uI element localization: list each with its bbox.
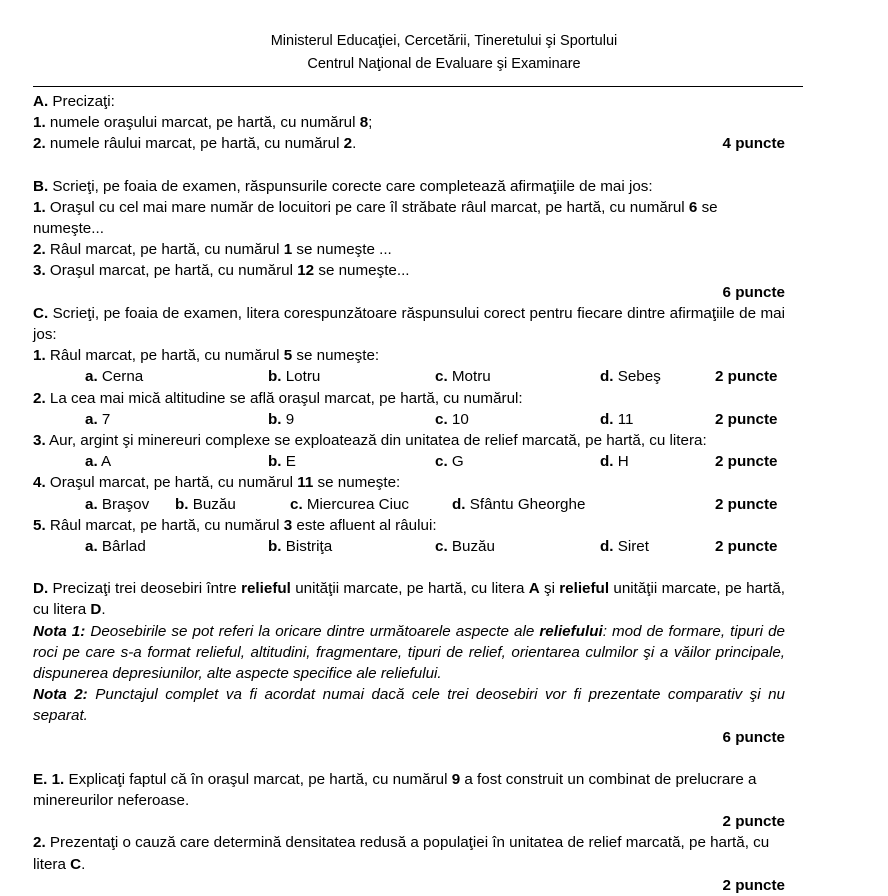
option-text: Bârlad xyxy=(97,538,146,555)
option-letter: b. xyxy=(268,538,282,555)
section-c-options-1 xyxy=(33,366,785,387)
option-b[interactable] xyxy=(175,494,236,515)
option-d[interactable] xyxy=(600,536,649,557)
nota-1-label: Nota 1: xyxy=(33,622,86,640)
option-text: 11 xyxy=(613,410,634,428)
option-text: 7 xyxy=(97,410,111,428)
option-letter: c. xyxy=(435,410,448,428)
item-text-post: se numeşte... xyxy=(33,198,718,238)
question-number: 1. xyxy=(33,347,46,365)
evaluation-center-title: Centrul Naţional de Evaluare şi Examinare xyxy=(307,56,581,72)
map-reference-number: 3 xyxy=(283,516,293,534)
option-text: 9 xyxy=(281,410,295,428)
option-letter: a. xyxy=(85,538,98,555)
section-e-item-2 xyxy=(33,832,785,874)
section-c-question-4 xyxy=(33,472,785,493)
question-text-post: se numeşte: xyxy=(292,347,380,365)
section-b-intro-text: Scrieţi, pe foaia de examen, răspunsurile corecte care completează afirmaţiile de mai jos: xyxy=(48,177,653,195)
question-number: 2. xyxy=(33,389,46,407)
map-letter-d: D xyxy=(90,601,102,619)
section-b-item-2 xyxy=(33,239,785,260)
option-d[interactable] xyxy=(600,409,634,430)
option-a[interactable] xyxy=(85,536,146,557)
option-d[interactable] xyxy=(452,494,585,515)
item-text-post: . xyxy=(81,855,86,873)
section-c-options-4 xyxy=(33,494,785,515)
section-a-intro-text: Precizaţi: xyxy=(48,93,115,110)
map-reference-number: 8 xyxy=(359,114,369,132)
question-number: 5. xyxy=(33,516,46,534)
intro-text-4: unităţii marcate, pe hartă, cu litera xyxy=(33,580,785,619)
map-reference-number: 5 xyxy=(283,347,293,365)
option-letter: a. xyxy=(85,495,98,513)
section-c-question-1 xyxy=(33,345,785,366)
section-a-intro xyxy=(33,91,785,112)
option-a[interactable] xyxy=(85,366,143,387)
item-text-pre: Explicaţi faptul că în oraşul marcat, pe hartă, cu numărul xyxy=(64,770,452,788)
intro-text-1: Precizaţi trei deosebiri între xyxy=(48,580,242,598)
option-c[interactable] xyxy=(435,409,469,430)
question-number: 3. xyxy=(33,432,46,450)
points-label-c2: 2 puncte xyxy=(715,410,778,428)
item-text-pre: numele oraşului marcat, pe hartă, cu numărul xyxy=(45,114,360,132)
section-b-points-row xyxy=(33,282,785,303)
option-text: Bistriţa xyxy=(281,538,333,555)
document-header xyxy=(0,0,888,76)
option-text: Braşov xyxy=(97,495,150,513)
section-c-intro-text: Scrieţi, pe foaia de examen, litera corespunzătoare răspunsului corect pentru fiecare dintre afirmaţiile de mai jos: xyxy=(33,304,785,344)
intro-text-3: şi xyxy=(539,580,560,598)
option-letter: c. xyxy=(435,453,448,471)
option-text: Miercurea Ciuc xyxy=(302,495,410,513)
section-d-label: D. xyxy=(33,580,49,598)
option-letter: a. xyxy=(85,453,98,471)
item-text-pre: Râul marcat, pe hartă, cu numărul xyxy=(45,241,284,259)
option-letter: d. xyxy=(600,538,614,555)
points-label-b: 6 puncte xyxy=(722,283,785,301)
section-d-nota-1 xyxy=(33,621,785,685)
option-letter: d. xyxy=(600,368,614,386)
section-c-question-5 xyxy=(33,515,785,536)
item-number: 2. xyxy=(33,135,46,153)
option-text: Buzău xyxy=(188,495,236,513)
option-letter: b. xyxy=(268,453,282,471)
option-letter: a. xyxy=(85,410,98,428)
points-label-c4: 2 puncte xyxy=(715,495,778,513)
map-reference-number: 12 xyxy=(297,262,315,280)
option-letter: c. xyxy=(435,368,448,386)
section-d-intro xyxy=(33,578,785,620)
map-reference-number: 2 xyxy=(343,135,353,153)
option-b[interactable] xyxy=(268,536,332,557)
section-gap xyxy=(0,155,888,176)
map-letter-a: A xyxy=(528,580,540,598)
option-d[interactable] xyxy=(600,366,661,387)
item-number: 2. xyxy=(33,834,46,852)
option-b[interactable] xyxy=(268,366,320,387)
question-text-post: se numeşte: xyxy=(313,474,401,492)
section-e-item-1 xyxy=(33,769,785,811)
question-number: 4. xyxy=(33,474,46,492)
question-text-post: este afluent al râului: xyxy=(292,516,437,534)
section-b-label: B. xyxy=(33,177,49,195)
map-letter-c: C xyxy=(70,855,82,873)
section-a-label: A. xyxy=(33,93,49,110)
section-gap xyxy=(0,748,888,769)
item-text-post: a fost construit un combinat de prelucrare a minereurilor neferoase. xyxy=(33,770,757,810)
option-text: Motru xyxy=(447,368,491,386)
item-text-pre: Oraşul cu cel mai mare număr de locuitori pe care îl străbate râul marcat, pe hartă, cu numărul xyxy=(45,198,689,216)
section-e-item-1-points-row xyxy=(33,811,785,832)
option-b[interactable] xyxy=(268,409,294,430)
option-letter: b. xyxy=(268,410,282,428)
item-number: 1. xyxy=(33,114,46,132)
section-a-item-2 xyxy=(33,133,785,154)
option-text: Cerna xyxy=(97,368,144,386)
section-b-item-1 xyxy=(33,197,785,239)
section-b-intro xyxy=(33,176,785,197)
nota-1-text-2: : mod de formare, tipuri de roci pe care s-a format relieful, altitudini, fragmentare, tipuri de relief, orientarea culmilor şi a văilor principale, dispunerea depresiunilor, alte aspecte specifice ale reliefului. xyxy=(33,622,785,682)
option-b[interactable] xyxy=(268,451,296,472)
option-letter: c. xyxy=(435,538,448,555)
ministry-title: Ministerul Educaţiei, Cercetării, Tineretului şi Sportului xyxy=(270,33,618,49)
section-d-points-row xyxy=(33,727,785,748)
option-c[interactable] xyxy=(435,366,491,387)
section-e-item-2-points-row xyxy=(33,875,785,896)
points-label-a: 4 puncte xyxy=(722,135,785,153)
option-letter: d. xyxy=(452,495,466,513)
option-letter: a. xyxy=(85,368,98,386)
option-text: A xyxy=(97,453,112,471)
option-c[interactable] xyxy=(435,536,495,557)
question-text-pre: Aur, argint şi minereuri complexe se exploatează din unitatea de relief marcată, pe hartă, cu litera: xyxy=(45,432,707,450)
option-a[interactable] xyxy=(85,409,110,430)
option-text: H xyxy=(613,453,629,471)
map-reference-number: 6 xyxy=(688,198,698,216)
item-text-pre: Oraşul marcat, pe hartă, cu numărul xyxy=(45,262,298,280)
map-reference-number: 9 xyxy=(451,770,461,788)
question-text-pre: Râul marcat, pe hartă, cu numărul xyxy=(45,347,284,365)
option-c[interactable] xyxy=(290,494,409,515)
option-text: Lotru xyxy=(281,368,321,386)
option-letter: b. xyxy=(268,368,282,386)
nota-2-text: Punctajul complet va fi acordat numai dacă cele trei deosebiri vor fi prezentate comparativ şi nu separat. xyxy=(33,686,785,725)
section-a-item-1 xyxy=(33,112,785,133)
points-label-e1: 2 puncte xyxy=(722,813,785,831)
section-c-options-2 xyxy=(33,409,785,430)
item-number: 2. xyxy=(33,241,46,259)
emphasis-relief-1: relieful xyxy=(241,580,291,598)
option-text: G xyxy=(447,453,464,471)
section-e-label: E. 1. xyxy=(33,770,65,788)
points-label-c5: 2 puncte xyxy=(715,538,778,555)
option-text: Siret xyxy=(613,538,649,555)
item-text-post: . xyxy=(352,135,357,153)
section-c-label: C. xyxy=(33,304,49,322)
option-letter: d. xyxy=(600,410,614,428)
item-number: 1. xyxy=(33,198,46,216)
question-text-pre: Oraşul marcat, pe hartă, cu numărul xyxy=(45,474,298,492)
points-label-d: 6 puncte xyxy=(722,728,785,746)
section-gap xyxy=(0,557,888,578)
option-d[interactable] xyxy=(600,451,629,472)
section-d-nota-2 xyxy=(33,684,785,726)
option-letter: c. xyxy=(290,495,303,513)
section-b-item-3 xyxy=(33,260,785,281)
section-c-options-5 xyxy=(33,536,785,557)
document-body xyxy=(0,87,888,896)
option-text: Sfântu Gheorghe xyxy=(465,495,586,513)
option-c[interactable] xyxy=(435,451,464,472)
option-letter: d. xyxy=(600,453,614,471)
map-reference-number: 11 xyxy=(297,474,314,492)
item-text-post: se numeşte... xyxy=(314,262,410,280)
section-c-question-2 xyxy=(33,388,785,409)
map-reference-number: 1 xyxy=(283,241,293,259)
intro-text-5: . xyxy=(101,601,106,619)
section-c-question-3 xyxy=(33,430,785,451)
option-a[interactable] xyxy=(85,494,149,515)
option-text: E xyxy=(281,453,296,471)
item-number: 3. xyxy=(33,262,46,280)
question-text-pre: Râul marcat, pe hartă, cu numărul xyxy=(45,516,284,534)
item-text-pre: numele râului marcat, pe hartă, cu numărul xyxy=(45,135,344,153)
points-label-c3: 2 puncte xyxy=(715,453,778,471)
item-text-post: se numeşte ... xyxy=(292,241,392,259)
points-label-c1: 2 puncte xyxy=(715,368,778,386)
item-text-pre: Prezentaţi o cauză care determină densitatea redusă a populaţiei în unitatea de relief marcată, pe hartă, cu litera xyxy=(33,834,770,873)
intro-text-2: unităţii marcate, pe hartă, cu litera xyxy=(290,580,529,598)
nota-1-text-1: Deosebirile se pot referi la oricare dintre următoarele aspecte ale xyxy=(85,622,540,640)
option-text: Sebeş xyxy=(613,368,661,386)
option-text: Buzău xyxy=(447,538,495,555)
question-text-pre: La cea mai mică altitudine se află oraşul marcat, pe hartă, cu numărul: xyxy=(45,389,523,407)
emphasis-relief-2: relieful xyxy=(559,580,610,598)
nota-2-label: Nota 2: xyxy=(33,686,88,704)
option-a[interactable] xyxy=(85,451,111,472)
option-letter: b. xyxy=(175,495,189,513)
item-text-post: ; xyxy=(368,114,373,132)
points-label-e2: 2 puncte xyxy=(722,876,785,894)
section-c-options-3 xyxy=(33,451,785,472)
option-text: 10 xyxy=(447,410,469,428)
section-c-intro xyxy=(33,303,785,345)
emphasis-reliefului: reliefului xyxy=(539,622,603,640)
